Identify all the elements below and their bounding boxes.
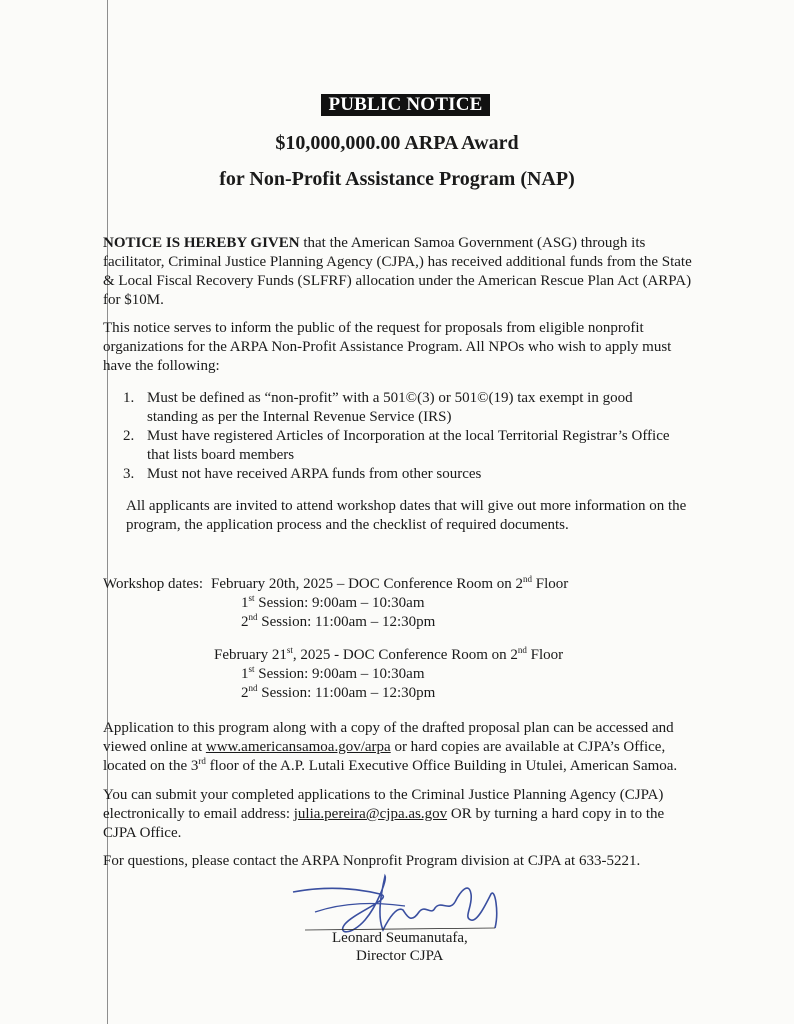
intro-paragraph bbox=[103, 234, 693, 310]
list-number: 3. bbox=[123, 466, 135, 482]
workshop-day1-line bbox=[211, 575, 568, 594]
requirement-text: Must be defined as “non-profit” with a 501©(3) or 501©(19) tax exempt in good standing as per the Internal Revenue Service (IRS) bbox=[147, 390, 633, 425]
session-ordinal: 1 bbox=[241, 666, 249, 682]
access-text: Application to this program along with a copy of the drafted proposal plan can be accessed and viewed online at bbox=[103, 720, 674, 755]
ordinal-sup: nd bbox=[523, 574, 533, 584]
arpa-website-link[interactable]: www.americansamoa.gov/arpa bbox=[205, 739, 391, 755]
list-number: 2. bbox=[123, 428, 135, 444]
workshop-day1-session1 bbox=[241, 594, 425, 613]
contact-paragraph: For questions, please contact the ARPA Nonprofit Program division at CJPA at 633-5221. bbox=[103, 853, 641, 869]
workshop-day2-text: , 2025 - DOC Conference Room on 2 bbox=[292, 647, 518, 663]
session-ordinal: 2 bbox=[241, 685, 249, 701]
list-item bbox=[123, 427, 683, 465]
signer-name: Leonard Seumanutafa, bbox=[332, 930, 468, 946]
submit-text: You can submit your completed applications to the Criminal Justice Planning Agency (CJPA) electronically to email address: bbox=[103, 787, 664, 822]
access-paragraph bbox=[103, 719, 693, 776]
ordinal-sup: st bbox=[248, 664, 255, 674]
submit-paragraph bbox=[103, 786, 693, 843]
session-time: Session: 11:00am – 12:30pm bbox=[257, 685, 436, 701]
submit-text-end: OR by turning a hard copy in to the CJPA Office. bbox=[103, 806, 665, 841]
list-item bbox=[123, 465, 683, 484]
purpose-paragraph: This notice serves to inform the public of the request for proposals from eligible nonprofit organizations for the ARPA Non-Profit Assistance Program. All NPOs who wish to apply must have the following: bbox=[103, 320, 672, 374]
email-link[interactable]: julia.pereira@cjpa.as.gov bbox=[293, 806, 448, 822]
ordinal-sup: st bbox=[248, 593, 255, 603]
requirement-text: Must have registered Articles of Incorporation at the local Territorial Registrar’s Office that lists board members bbox=[147, 428, 670, 463]
invitation-paragraph: All applicants are invited to attend workshop dates that will give out more information on the program, the application process and the checklist of required documents. bbox=[126, 498, 687, 533]
access-text-end: floor of the A.P. Lutali Executive Office Building in Utulei, American Samoa. bbox=[205, 758, 678, 774]
program-title: for Non-Profit Assistance Program (NAP) bbox=[219, 168, 575, 190]
intro-lead: NOTICE IS HEREBY GIVEN bbox=[103, 235, 300, 251]
workshop-day1-text: February 20th, 2025 – DOC Conference Room on 2 bbox=[211, 576, 524, 592]
session-ordinal: 2 bbox=[241, 614, 249, 630]
ordinal-sup: nd bbox=[248, 683, 258, 693]
workshop-day2-tail: Floor bbox=[526, 647, 564, 663]
public-notice-badge: PUBLIC NOTICE bbox=[321, 94, 490, 116]
ordinal-sup: nd bbox=[517, 645, 527, 655]
workshop-day2-date: February 21 bbox=[214, 647, 287, 663]
requirement-text: Must not have received ARPA funds from other sources bbox=[147, 466, 482, 482]
session-time: Session: 9:00am – 10:30am bbox=[254, 595, 425, 611]
requirements-list bbox=[123, 389, 683, 484]
access-text-mid: or hard copies are available at CJPA’s Office, located on the 3 bbox=[103, 739, 666, 774]
list-number: 1. bbox=[123, 390, 135, 406]
award-title: $10,000,000.00 ARPA Award bbox=[275, 132, 519, 154]
ordinal-sup: st bbox=[286, 645, 293, 655]
ordinal-sup: rd bbox=[198, 756, 206, 766]
workshop-day2-session2 bbox=[241, 684, 435, 703]
workshop-day1-session2 bbox=[241, 613, 435, 632]
workshop-label: Workshop dates: bbox=[103, 576, 204, 592]
session-time: Session: 11:00am – 12:30pm bbox=[257, 614, 436, 630]
session-ordinal: 1 bbox=[241, 595, 249, 611]
workshop-day2-line bbox=[214, 646, 563, 665]
session-time: Session: 9:00am – 10:30am bbox=[254, 666, 425, 682]
workshop-day1-tail: Floor bbox=[532, 576, 569, 592]
signer-title: Director CJPA bbox=[356, 948, 444, 964]
intro-body: that the American Samoa Government (ASG) through its facilitator, Criminal Justice Planning Agency (CJPA,) has received additional funds from the State & Local Fiscal Recovery Funds (SLFRF) allocation under the American Rescue Plan Act (ARPA) for $10M. bbox=[103, 235, 692, 308]
list-item bbox=[123, 389, 683, 427]
ordinal-sup: nd bbox=[248, 612, 258, 622]
workshop-day2-session1 bbox=[241, 665, 425, 684]
